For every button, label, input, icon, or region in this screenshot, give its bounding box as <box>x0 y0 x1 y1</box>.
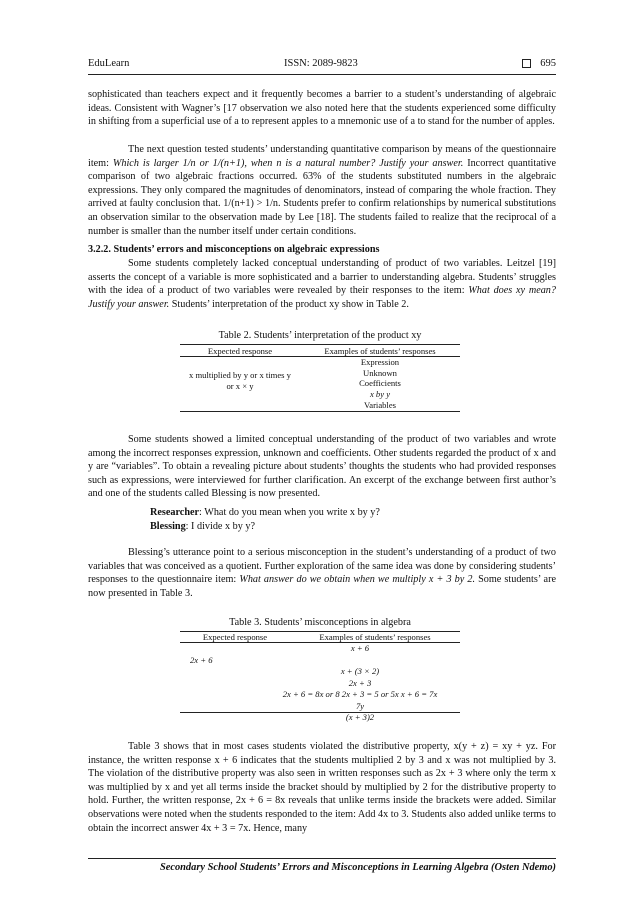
paragraph-3: Some students completely lacked conceptual understanding of product of two variables. Leitzel [19] asserts the concept of a variable is more sophisticated and a barrier to understanding algebra. Students’ struggles with the idea of a product of two variables were revealed by their responses to the item: What does xy mean? Justify your answer. Students’ interpretation of the product xy show in Table 2. <box>88 258 556 310</box>
issn: ISSN: 2089-9823 <box>284 58 358 69</box>
table2-expected: x multiplied by y or x times y or x × y <box>189 370 291 391</box>
paragraph-2: The next question tested students’ understanding quantitative comparison by means of the questionnaire item: Which is larger 1/n or 1/(n+1), when n is a natural number? Justify your answer. Incorrect quantitative comparison of two algebraic fractions occurred. 63% of the students substituted numbers in the algebraic expressions. They only compared the magnitudes of denominators, instead of comparing the whole fraction. They arrived at faulty conclusion that. 1/(n+1) > 1/n. Students prefer to confirm relationships by numerical substitutions an observation similar to the observation made by Lee [18]. The students failed to realize that the reciprocal of a number is smaller than the number itself under certain conditions. <box>88 144 556 237</box>
paragraph-4: Some students showed a limited conceptual understanding of the product of two variables and wrote among the incorrect responses expression, unknown and coefficients. Other students regarded the product of x and y are “variables”. To obtain a revealing picture about students’ thoughts the students who had provided responses such as expressions, were interviewed for further clarification. An excerpt of the exchange between first author’s and one of the students called Blessing is now presented. <box>88 434 556 500</box>
table2-bottom-rule <box>180 411 460 412</box>
blessing-line: Blessing: I divide x by y? <box>150 521 255 532</box>
questionnaire-item-fractions: Which is larger 1/n or 1/(n+1), when n is a natural number? Justify your answer. <box>112 157 464 169</box>
questionnaire-item-multiply: What answer do we obtain when we multiply x + 3 by 2. <box>239 574 476 586</box>
square-icon <box>522 59 531 68</box>
table2-caption: Table 2. Students’ interpretation of the product xy <box>218 330 422 341</box>
journal-name: EduLearn <box>88 58 130 69</box>
table2-header-responses: Examples of students’ responses <box>324 346 436 356</box>
table3-bottom-rule <box>180 712 460 713</box>
table3-header-responses: Examples of students’ responses <box>319 632 431 642</box>
table3-responses: x + 6 x + (3 × 2) 2x + 3 2x + 6 = 8x or 8 2x + 3 = 5 or 5x x + 6 = 7x 7y (x + 3)2 <box>282 643 438 722</box>
researcher-line: Researcher: What do you mean when you write x by y? <box>150 507 380 518</box>
running-header <box>88 56 556 75</box>
table3-caption: Table 3. Students’ misconceptions in algebra <box>229 617 411 628</box>
paragraph-6: Table 3 shows that in most cases students violated the distributive property, x(y + z) = xy + yz. For instance, the written response x + 6 indicates that the students multiplied 2 by 3 and x was not multiplied by 3. The violation of the distributive property was also seen in written responses such as 2x + 3 where only the term x was multiplied by x and yet all terms inside the bracket should by multiplied by 2 for the distributive property to hold. Further, the written response, 2x + 6 = 8x reveals that unlike terms inside the brackets were added. Similar observations were noted when the students responded to the item: Add 4x to 3. Students also added unlike terms to obtain the incorrect answer 4x + 3 = 7x. Hence, many <box>88 741 556 834</box>
table2-header-expected: Expected response <box>207 346 273 356</box>
table3-expected: 2x + 6 <box>190 655 213 665</box>
paragraph-5: Blessing’s utterance point to a serious misconception in the student’s understanding of a product of two variables that was conceived as a quotient. Further exploration of the same idea was done by considering students’ responses to the questionnaire item: What answer do we obtain when we multiply x + 3 by 2. Some students’ are now presented in Table 3. <box>88 547 556 599</box>
running-footer: Secondary School Students’ Errors and Misconceptions in Learning Algebra (Osten Ndemo) <box>88 858 556 873</box>
table3-header-expected: Expected response <box>202 632 268 642</box>
table2-responses: Expression Unknown Coefficients x by y Variables <box>359 357 401 410</box>
section-heading: 3.2.2. Students’ errors and misconceptions on algebraic expressions <box>88 244 380 255</box>
page-number: 695 <box>540 58 556 69</box>
paragraph-1: sophisticated than teachers expect and it frequently becomes a barrier to a student’s understanding of algebraic ideas. Consistent with Wagner’s [17 observation we also noted here that the students experienced some difficulty in shifting from a superficial use of a to represent apples to a mnemonic use of a to stand for the number of apples. <box>88 89 556 128</box>
table2-top-rule <box>180 344 460 345</box>
questionnaire-item-xy: What does xy mean? Justify your answer. <box>88 285 556 310</box>
interview-excerpt <box>150 506 380 534</box>
